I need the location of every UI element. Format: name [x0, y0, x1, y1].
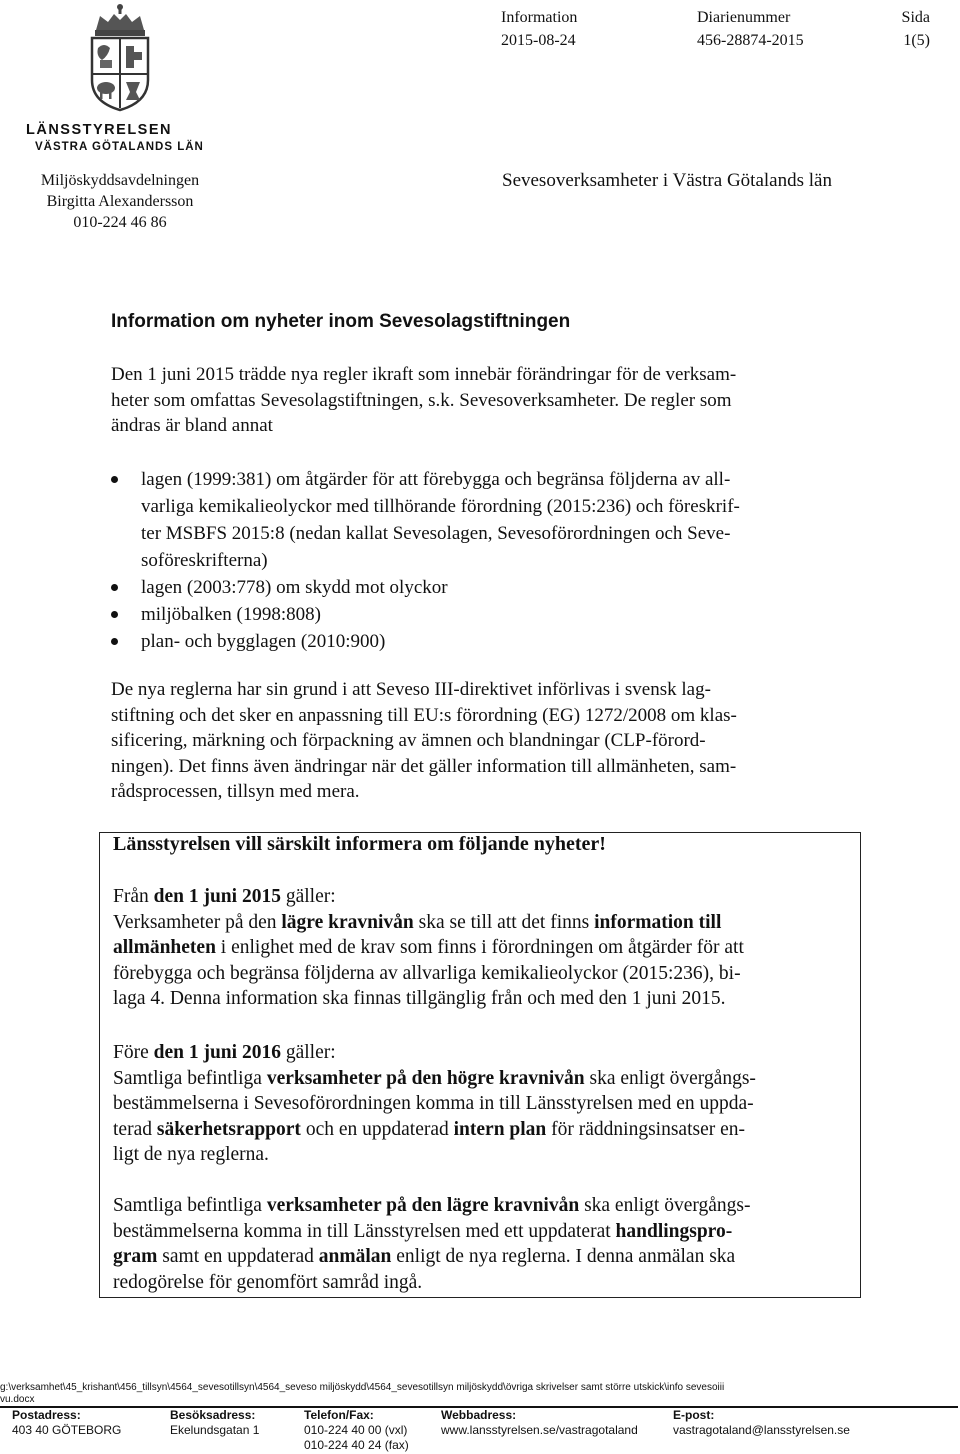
- text: enligt de nya reglerna. I denna anmälan ska: [391, 1246, 736, 1267]
- doc-type-label: Information: [501, 9, 578, 26]
- section-2016: [113, 1040, 853, 1168]
- file-path-line: g:\verksamhet\45_krishant\456_tillsyn\4564_sevesotillsyn\4564_seveso miljöskydd\4564_sevesotillsyn miljöskydd\övriga skrivelser samt större utskick\info sevesoiii: [0, 1382, 725, 1393]
- recipient: Sevesoverksamheter i Västra Götalands län: [502, 170, 832, 191]
- page-value: 1(5): [903, 32, 930, 49]
- text-line: laga 4. Denna information ska finnas tillgänglig från och med den 1 juni 2015.: [113, 988, 726, 1009]
- text: terad: [113, 1118, 157, 1140]
- diarie-block: [697, 6, 804, 52]
- text-line: soföreskrifterna): [141, 550, 268, 571]
- diarie-label: Diarienummer: [697, 9, 791, 26]
- phone-label: Telefon/Fax:: [304, 1408, 374, 1422]
- text-line: [113, 1117, 853, 1143]
- sender-contact: [22, 170, 218, 233]
- text-line: heter som omfattas Sevesolagstiftningen, s.k. Sevesoverksamheter. De regler som: [111, 389, 732, 411]
- page-label: Sida: [901, 9, 930, 26]
- footer-phone: [304, 1408, 409, 1453]
- footer-email: [673, 1408, 850, 1438]
- background-paragraph: [111, 677, 846, 805]
- law-list: [111, 466, 816, 655]
- list-item: [111, 628, 816, 655]
- web-label: Webbadress:: [441, 1408, 517, 1422]
- diarie-number: 456-28874-2015: [697, 32, 804, 49]
- text: och en uppdaterad: [300, 1118, 454, 1140]
- text: gäller:: [280, 1042, 336, 1063]
- org-region: VÄSTRA GÖTALANDS LÄN: [35, 141, 204, 153]
- emphasis: allmänheten: [113, 937, 216, 958]
- emphasis: information till: [594, 911, 722, 933]
- postal-label: Postadress:: [12, 1408, 81, 1422]
- text-line: lagen (1999:381) om åtgärder för att förebygga och begränsa följderna av all-: [141, 469, 731, 490]
- section-lower-level: [113, 1193, 853, 1295]
- emphasis: anmälan: [318, 1246, 392, 1267]
- text-line: bestämmelserna i Sevesoförordningen komma in till Länsstyrelsen med en uppda-: [113, 1093, 754, 1114]
- text-line: redogörelse för genomfört samråd ingå.: [113, 1271, 423, 1293]
- text-line: förebygga och begränsa följderna av allvarliga kemikalieolyckor (2015:236), bi-: [113, 962, 741, 984]
- text-line: varliga kemikalieolyckor med tillhörande förordning (2015:236) och föreskrif-: [141, 496, 740, 517]
- file-path-line: vu.docx: [0, 1394, 35, 1405]
- text: ska se till att det finns: [413, 911, 595, 933]
- text-line: rådsprocessen, tillsyn med mera.: [111, 781, 360, 802]
- emphasis: intern plan: [453, 1118, 547, 1140]
- emphasis: säkerhetsrapport: [156, 1118, 301, 1140]
- footer-web: [441, 1408, 638, 1438]
- doc-date: 2015-08-24: [501, 32, 576, 49]
- visit-value: Ekelundsgatan 1: [170, 1423, 260, 1437]
- text: Från: [113, 886, 154, 907]
- text: ska enligt övergångs-: [579, 1195, 751, 1216]
- section-heading: [113, 884, 853, 910]
- text-line: lagen (2003:778) om skydd mot olyckor: [141, 577, 448, 598]
- text-line: sificering, märkning och förpackning av ämnen och blandningar (CLP-förord-: [111, 730, 706, 751]
- text-line: [113, 910, 853, 936]
- text-line: ligt de nya reglerna.: [113, 1144, 269, 1165]
- section-heading: [113, 1040, 853, 1066]
- email-link[interactable]: vastragotaland@lansstyrelsen.se: [673, 1423, 850, 1437]
- list-item: [111, 466, 816, 574]
- intro-paragraph: [111, 362, 846, 439]
- phone-vxl: 010-224 40 00 (vxl): [304, 1423, 408, 1437]
- phone-fax: 010-224 40 24 (fax): [304, 1438, 409, 1452]
- text: Samtliga befintliga: [113, 1195, 267, 1216]
- text: ska enligt övergångs-: [584, 1067, 756, 1089]
- box-title: Länsstyrelsen vill särskilt informera om följande nyheter!: [113, 833, 606, 855]
- doc-type-block: [501, 6, 577, 52]
- page-block: [890, 6, 930, 52]
- department: Miljöskyddsavdelningen: [40, 172, 200, 189]
- visit-label: Besöksadress:: [170, 1408, 256, 1422]
- list-item: [111, 601, 816, 628]
- emphasis: verksamheter på den högre kravnivån: [266, 1067, 585, 1089]
- document-title: Information om nyheter inom Sevesolagstiftningen: [111, 311, 571, 332]
- text-line: [113, 1244, 853, 1270]
- text-line: ningen). Det finns även ändringar när det gäller information till allmänheten, sam-: [111, 755, 737, 777]
- emphasis: gram: [113, 1246, 158, 1267]
- section-date: den 1 juni 2016: [153, 1042, 281, 1063]
- bullet-icon: [111, 584, 118, 591]
- postal-value: 403 40 GÖTEBORG: [12, 1423, 122, 1437]
- text-line: Den 1 juni 2015 trädde nya regler ikraft som innebär förändringar för de verksam-: [111, 364, 737, 385]
- coat-of-arms-logo: [84, 2, 156, 114]
- text-line: stiftning och det sker en anpassning till EU:s förordning (EG) 1272/2008 om klas-: [111, 704, 737, 726]
- text: Före: [113, 1042, 154, 1063]
- section-date: den 1 juni 2015: [153, 886, 281, 907]
- file-path: [0, 1382, 958, 1406]
- text-line: [113, 1193, 853, 1219]
- text: för räddningsinsatser en-: [546, 1118, 746, 1140]
- text: gäller:: [280, 886, 336, 907]
- contact-person: Birgitta Alexandersson: [46, 193, 194, 210]
- footer-postal: [12, 1408, 121, 1438]
- org-name: LÄNSSTYRELSEN: [26, 122, 172, 138]
- email-label: E-post:: [673, 1408, 715, 1422]
- text-line: [113, 1219, 853, 1245]
- text-line: [113, 1066, 853, 1092]
- text: Samtliga befintliga: [113, 1067, 267, 1089]
- text-line: [113, 935, 853, 961]
- text-line: ter MSBFS 2015:8 (nedan kallat Sevesolagen, Sevesoförordningen och Seve-: [141, 523, 731, 544]
- emphasis: lägre kravnivån: [281, 911, 414, 933]
- text-line: De nya reglerna har sin grund i att Seveso III-direktivet införlivas i svensk lag-: [111, 679, 711, 700]
- text-line: plan- och bygglagen (2010:900): [141, 631, 386, 652]
- text: Verksamheter på den: [113, 911, 282, 933]
- footer-visit: [170, 1408, 259, 1438]
- text: i enlighet med de krav som finns i förordningen om åtgärder för att: [215, 937, 744, 958]
- text: samt en uppdaterad: [157, 1246, 319, 1267]
- text: bestämmelserna komma in till Länsstyrelsen med ett uppdaterat: [113, 1220, 616, 1242]
- list-item: [111, 574, 816, 601]
- bullet-icon: [111, 638, 118, 645]
- section-2015: [113, 884, 853, 1012]
- bullet-icon: [111, 476, 118, 483]
- web-link[interactable]: www.lansstyrelsen.se/vastragotaland: [441, 1423, 638, 1437]
- contact-phone: 010-224 46 86: [73, 214, 167, 231]
- bullet-icon: [111, 611, 118, 618]
- emphasis: handlingspro-: [615, 1220, 733, 1242]
- text-line: ändras är bland annat: [111, 415, 273, 436]
- text-line: miljöbalken (1998:808): [141, 604, 321, 625]
- emphasis: verksamheter på den lägre kravnivån: [266, 1195, 580, 1216]
